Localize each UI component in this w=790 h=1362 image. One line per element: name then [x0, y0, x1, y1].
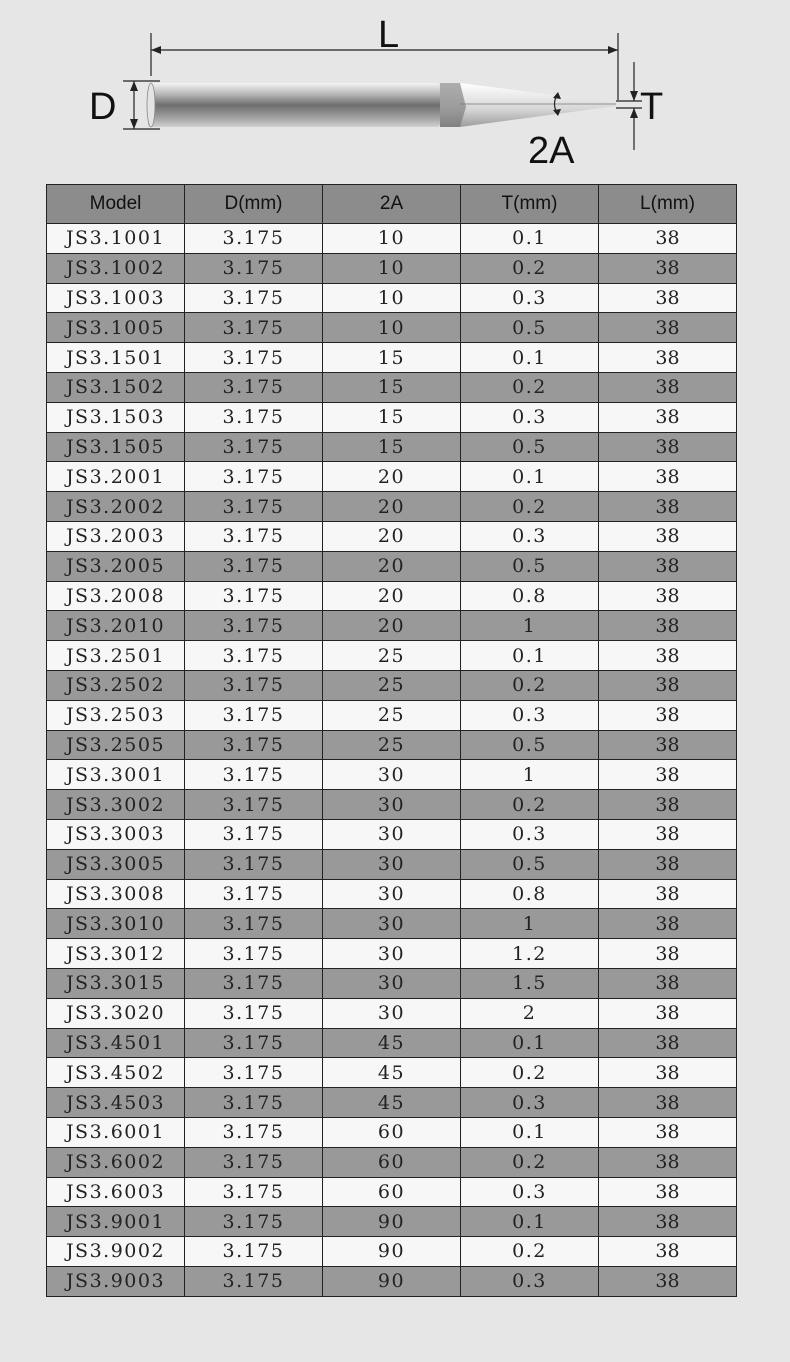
cell-angle: 30	[323, 879, 461, 909]
cell-diameter: 3.175	[185, 521, 323, 551]
cell-diameter: 3.175	[185, 1237, 323, 1267]
cell-tip-width: 0.2	[461, 492, 599, 522]
cell-length: 38	[599, 313, 737, 343]
cell-angle: 60	[323, 1117, 461, 1147]
cell-tip-width: 0.1	[461, 1117, 599, 1147]
cell-length: 38	[599, 909, 737, 939]
cell-model: JS3.3015	[47, 968, 185, 998]
cell-length: 38	[599, 819, 737, 849]
cell-model: JS3.3012	[47, 939, 185, 969]
cell-diameter: 3.175	[185, 1177, 323, 1207]
cell-length: 38	[599, 641, 737, 671]
table-row	[47, 849, 737, 879]
cell-tip-width: 1	[461, 760, 599, 790]
cell-diameter: 3.175	[185, 998, 323, 1028]
cell-diameter: 3.175	[185, 372, 323, 402]
header-model: Model	[47, 185, 185, 224]
header-diameter: D(mm)	[185, 185, 323, 224]
cell-angle: 25	[323, 670, 461, 700]
cell-tip-width: 0.3	[461, 283, 599, 313]
table-row	[47, 313, 737, 343]
cell-tip-width: 0.8	[461, 879, 599, 909]
cell-model: JS3.2008	[47, 581, 185, 611]
cell-tip-width: 0.1	[461, 462, 599, 492]
cell-angle: 60	[323, 1147, 461, 1177]
cell-model: JS3.1501	[47, 343, 185, 373]
cell-tip-width: 1	[461, 909, 599, 939]
cell-diameter: 3.175	[185, 909, 323, 939]
cell-length: 38	[599, 849, 737, 879]
cell-length: 38	[599, 790, 737, 820]
cell-diameter: 3.175	[185, 343, 323, 373]
cell-model: JS3.1005	[47, 313, 185, 343]
table-row	[47, 581, 737, 611]
table-row	[47, 253, 737, 283]
cell-diameter: 3.175	[185, 730, 323, 760]
cell-angle: 30	[323, 939, 461, 969]
table-row	[47, 670, 737, 700]
table-row	[47, 760, 737, 790]
diameter-label: D	[89, 86, 117, 128]
cell-angle: 30	[323, 968, 461, 998]
cell-model: JS3.2001	[47, 462, 185, 492]
cell-angle: 20	[323, 462, 461, 492]
table-row	[47, 1147, 737, 1177]
cell-diameter: 3.175	[185, 1207, 323, 1237]
cell-tip-width: 0.1	[461, 224, 599, 254]
table-row	[47, 1058, 737, 1088]
cell-length: 38	[599, 998, 737, 1028]
table-row	[47, 432, 737, 462]
cell-tip-width: 0.3	[461, 402, 599, 432]
cell-angle: 20	[323, 492, 461, 522]
cell-diameter: 3.175	[185, 670, 323, 700]
table-row	[47, 283, 737, 313]
cell-tip-width: 0.3	[461, 1088, 599, 1118]
cell-tip-width: 0.2	[461, 1058, 599, 1088]
table-row	[47, 492, 737, 522]
cell-tip-width: 0.1	[461, 1028, 599, 1058]
table-row	[47, 402, 737, 432]
cell-model: JS3.3005	[47, 849, 185, 879]
cell-model: JS3.1502	[47, 372, 185, 402]
cell-tip-width: 1.2	[461, 939, 599, 969]
table-row	[47, 1028, 737, 1058]
cell-diameter: 3.175	[185, 968, 323, 998]
cell-angle: 15	[323, 343, 461, 373]
cell-model: JS3.9002	[47, 1237, 185, 1267]
cell-angle: 30	[323, 790, 461, 820]
cell-length: 38	[599, 611, 737, 641]
cell-model: JS3.1503	[47, 402, 185, 432]
cell-tip-width: 0.8	[461, 581, 599, 611]
t-arrow-top	[630, 91, 638, 101]
cell-diameter: 3.175	[185, 700, 323, 730]
table-body	[47, 224, 737, 1297]
table-row	[47, 879, 737, 909]
cell-model: JS3.3008	[47, 879, 185, 909]
cell-length: 38	[599, 700, 737, 730]
cell-length: 38	[599, 224, 737, 254]
table-row	[47, 1117, 737, 1147]
cell-tip-width: 0.5	[461, 849, 599, 879]
cell-tip-width: 0.2	[461, 670, 599, 700]
cell-model: JS3.4502	[47, 1058, 185, 1088]
cell-tip-width: 0.3	[461, 1266, 599, 1296]
cell-tip-width: 0.2	[461, 1147, 599, 1177]
cell-diameter: 3.175	[185, 1266, 323, 1296]
table-row	[47, 224, 737, 254]
cell-diameter: 3.175	[185, 1088, 323, 1118]
cell-diameter: 3.175	[185, 1028, 323, 1058]
cell-angle: 90	[323, 1266, 461, 1296]
cell-diameter: 3.175	[185, 939, 323, 969]
cell-model: JS3.2501	[47, 641, 185, 671]
cell-tip-width: 0.1	[461, 1207, 599, 1237]
cell-length: 38	[599, 551, 737, 581]
cell-angle: 20	[323, 551, 461, 581]
table-row	[47, 462, 737, 492]
cell-length: 38	[599, 492, 737, 522]
cell-angle: 45	[323, 1088, 461, 1118]
table-row	[47, 1088, 737, 1118]
cell-diameter: 3.175	[185, 492, 323, 522]
cell-length: 38	[599, 879, 737, 909]
table-row	[47, 730, 737, 760]
cell-model: JS3.2503	[47, 700, 185, 730]
cell-angle: 25	[323, 730, 461, 760]
cell-model: JS3.2505	[47, 730, 185, 760]
cell-model: JS3.3002	[47, 790, 185, 820]
cell-length: 38	[599, 581, 737, 611]
cell-length: 38	[599, 939, 737, 969]
cell-angle: 10	[323, 283, 461, 313]
cell-model: JS3.1003	[47, 283, 185, 313]
tip-width-label: T	[640, 86, 664, 128]
cell-model: JS3.2005	[47, 551, 185, 581]
table-row	[47, 551, 737, 581]
cell-angle: 90	[323, 1207, 461, 1237]
cell-diameter: 3.175	[185, 283, 323, 313]
cell-model: JS3.4503	[47, 1088, 185, 1118]
cell-length: 38	[599, 1177, 737, 1207]
cell-angle: 10	[323, 224, 461, 254]
cell-angle: 10	[323, 253, 461, 283]
cell-diameter: 3.175	[185, 224, 323, 254]
cell-diameter: 3.175	[185, 1058, 323, 1088]
cell-diameter: 3.175	[185, 551, 323, 581]
cell-model: JS3.1505	[47, 432, 185, 462]
cell-tip-width: 0.1	[461, 343, 599, 373]
cell-diameter: 3.175	[185, 760, 323, 790]
cell-length: 38	[599, 283, 737, 313]
table-row	[47, 1207, 737, 1237]
cell-model: JS3.4501	[47, 1028, 185, 1058]
cell-model: JS3.3010	[47, 909, 185, 939]
cell-angle: 90	[323, 1237, 461, 1267]
cell-model: JS3.2003	[47, 521, 185, 551]
cell-diameter: 3.175	[185, 1147, 323, 1177]
cell-length: 38	[599, 968, 737, 998]
cell-model: JS3.3001	[47, 760, 185, 790]
table-row	[47, 372, 737, 402]
cell-angle: 30	[323, 760, 461, 790]
cell-diameter: 3.175	[185, 641, 323, 671]
cell-model: JS3.2502	[47, 670, 185, 700]
cell-angle: 30	[323, 998, 461, 1028]
cell-tip-width: 0.3	[461, 700, 599, 730]
header-row	[47, 185, 737, 224]
cell-diameter: 3.175	[185, 790, 323, 820]
cell-angle: 15	[323, 432, 461, 462]
cell-length: 38	[599, 1266, 737, 1296]
cell-length: 38	[599, 1237, 737, 1267]
cell-diameter: 3.175	[185, 253, 323, 283]
cell-diameter: 3.175	[185, 611, 323, 641]
cell-length: 38	[599, 372, 737, 402]
bit-shank-end	[147, 83, 155, 127]
cell-length: 38	[599, 730, 737, 760]
cell-model: JS3.6003	[47, 1177, 185, 1207]
length-label: L	[378, 14, 400, 56]
table-row	[47, 998, 737, 1028]
cell-angle: 30	[323, 849, 461, 879]
cell-length: 38	[599, 432, 737, 462]
cell-diameter: 3.175	[185, 432, 323, 462]
table-row	[47, 1237, 737, 1267]
cell-model: JS3.2010	[47, 611, 185, 641]
cell-length: 38	[599, 1147, 737, 1177]
cell-model: JS3.9003	[47, 1266, 185, 1296]
header-angle: 2A	[323, 185, 461, 224]
cell-tip-width: 0.1	[461, 641, 599, 671]
cell-length: 38	[599, 1117, 737, 1147]
table-row	[47, 790, 737, 820]
cell-angle: 15	[323, 402, 461, 432]
table-row	[47, 968, 737, 998]
cell-length: 38	[599, 1207, 737, 1237]
cell-length: 38	[599, 521, 737, 551]
l-arrow-left	[151, 46, 161, 54]
cell-angle: 60	[323, 1177, 461, 1207]
table-row	[47, 1266, 737, 1296]
cell-angle: 15	[323, 372, 461, 402]
table-row	[47, 939, 737, 969]
cell-angle: 25	[323, 641, 461, 671]
cell-model: JS3.2002	[47, 492, 185, 522]
cell-tip-width: 0.3	[461, 1177, 599, 1207]
d-arrow-top	[130, 81, 138, 91]
d-arrow-bottom	[130, 119, 138, 129]
cell-angle: 45	[323, 1028, 461, 1058]
engraving-bit-diagram	[0, 0, 790, 180]
cell-length: 38	[599, 760, 737, 790]
cell-length: 38	[599, 343, 737, 373]
cell-tip-width: 0.2	[461, 372, 599, 402]
cell-diameter: 3.175	[185, 581, 323, 611]
header-tip-width: T(mm)	[461, 185, 599, 224]
table-row	[47, 611, 737, 641]
cell-diameter: 3.175	[185, 462, 323, 492]
table-row	[47, 819, 737, 849]
cell-model: JS3.6001	[47, 1117, 185, 1147]
cell-diameter: 3.175	[185, 819, 323, 849]
cell-tip-width: 0.3	[461, 521, 599, 551]
cell-tip-width: 0.5	[461, 551, 599, 581]
cell-length: 38	[599, 670, 737, 700]
cell-angle: 20	[323, 611, 461, 641]
bit-shank	[148, 83, 440, 127]
table-row	[47, 909, 737, 939]
cell-tip-width: 0.5	[461, 432, 599, 462]
cell-diameter: 3.175	[185, 313, 323, 343]
cell-angle: 20	[323, 521, 461, 551]
angle-label: 2A	[528, 130, 575, 172]
cell-tip-width: 1.5	[461, 968, 599, 998]
cell-angle: 30	[323, 819, 461, 849]
table-row	[47, 521, 737, 551]
cell-tip-width: 0.2	[461, 1237, 599, 1267]
cell-diameter: 3.175	[185, 849, 323, 879]
cell-diameter: 3.175	[185, 402, 323, 432]
table-row	[47, 700, 737, 730]
cell-length: 38	[599, 1058, 737, 1088]
cell-tip-width: 2	[461, 998, 599, 1028]
cell-angle: 30	[323, 909, 461, 939]
cell-model: JS3.6002	[47, 1147, 185, 1177]
cell-length: 38	[599, 253, 737, 283]
cell-diameter: 3.175	[185, 879, 323, 909]
table-row	[47, 1177, 737, 1207]
cell-tip-width: 0.2	[461, 790, 599, 820]
cell-length: 38	[599, 402, 737, 432]
cell-angle: 45	[323, 1058, 461, 1088]
cell-length: 38	[599, 462, 737, 492]
cell-angle: 25	[323, 700, 461, 730]
cell-angle: 10	[323, 313, 461, 343]
cell-tip-width: 0.5	[461, 313, 599, 343]
cell-model: JS3.9001	[47, 1207, 185, 1237]
cell-angle: 20	[323, 581, 461, 611]
l-arrow-right	[608, 46, 618, 54]
table-row	[47, 343, 737, 373]
cell-tip-width: 0.5	[461, 730, 599, 760]
spec-table	[46, 184, 737, 1297]
cell-model: JS3.1001	[47, 224, 185, 254]
cell-tip-width: 1	[461, 611, 599, 641]
cell-tip-width: 0.2	[461, 253, 599, 283]
cell-tip-width: 0.3	[461, 819, 599, 849]
bit-tip	[440, 83, 616, 127]
cell-length: 38	[599, 1028, 737, 1058]
cell-model: JS3.3020	[47, 998, 185, 1028]
cell-model: JS3.3003	[47, 819, 185, 849]
t-arrow-bottom	[630, 108, 638, 118]
cell-model: JS3.1002	[47, 253, 185, 283]
header-length: L(mm)	[599, 185, 737, 224]
cell-diameter: 3.175	[185, 1117, 323, 1147]
table-row	[47, 641, 737, 671]
cell-length: 38	[599, 1088, 737, 1118]
